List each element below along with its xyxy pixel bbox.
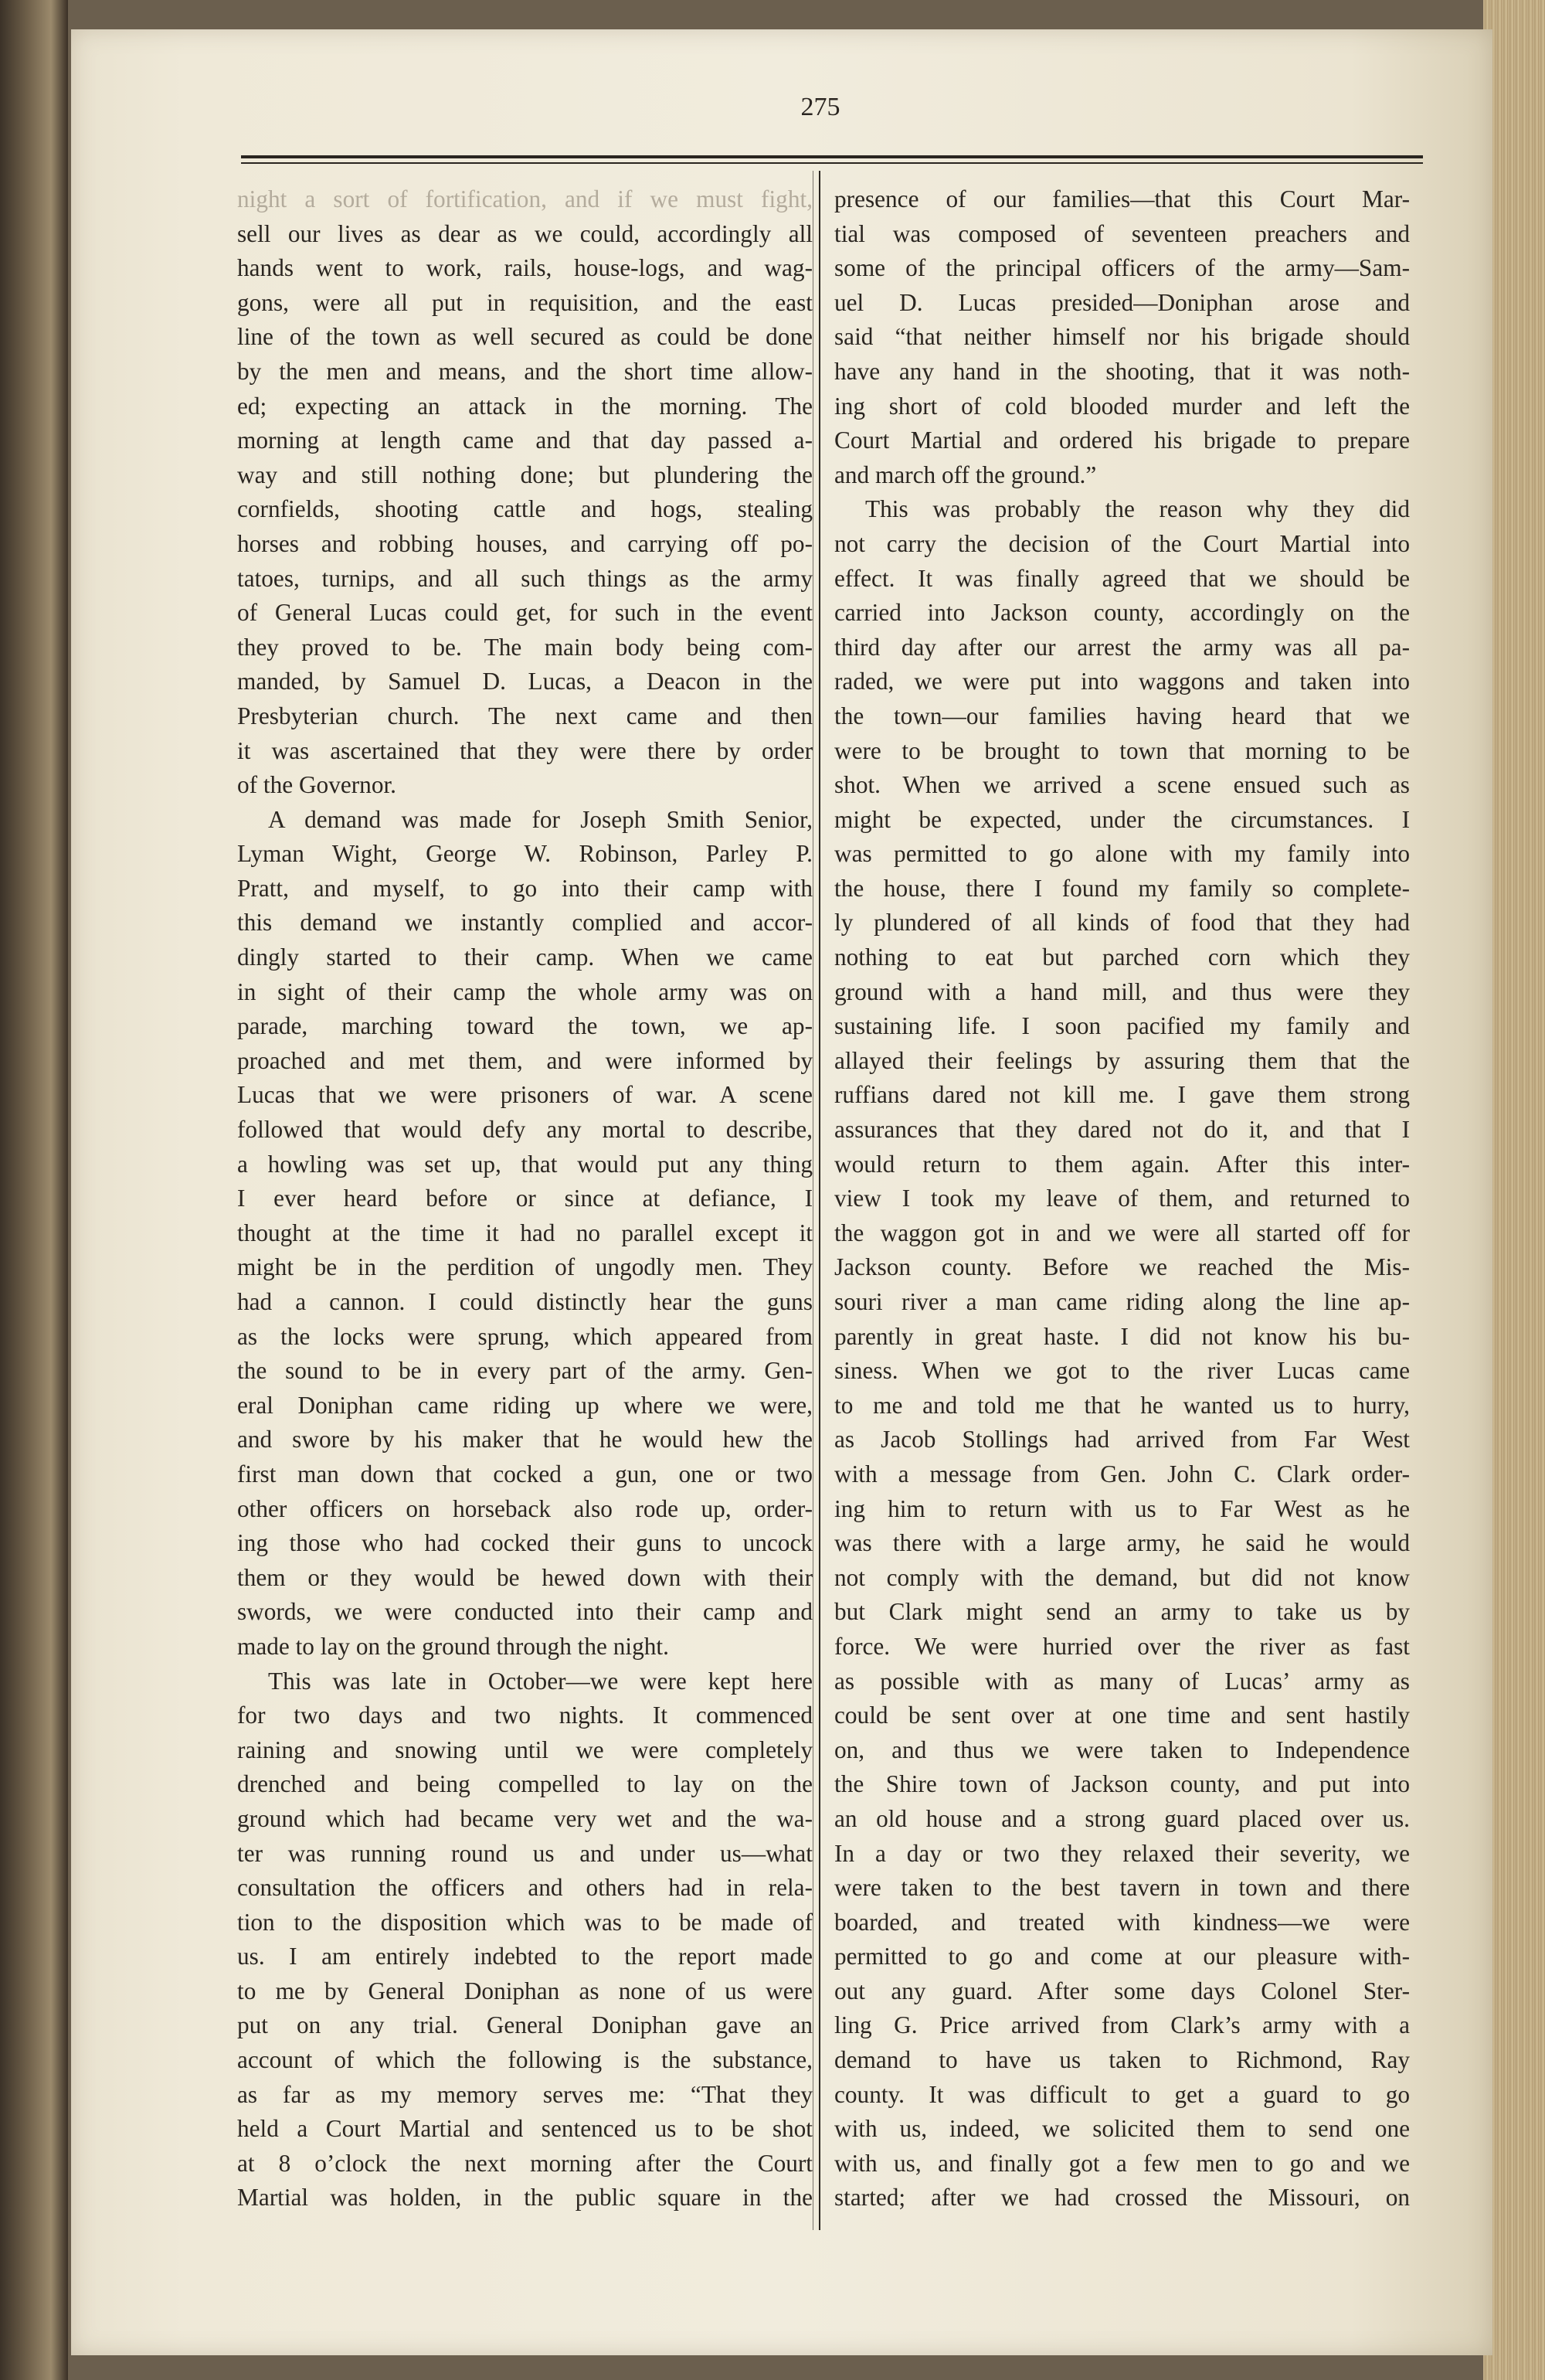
text-line: started; after we had crossed the Missouri, on [834, 2184, 1410, 2212]
text-line: ter was running round us and under us—what [237, 1839, 813, 1867]
text-line: Pratt, and myself, to go into their camp with [237, 874, 813, 902]
text-line: the waggon got in and we were all started off for [834, 1219, 1410, 1246]
text-line: were taken to the best tavern in town and there [834, 1874, 1410, 1902]
text-line: gons, were all put in requisition, and the east [237, 288, 813, 316]
text-line: Presbyterian church. The next came and then [237, 702, 813, 729]
text-line: Martial was holden, in the public square in the [237, 2184, 813, 2212]
text-line: out any guard. After some days Colonel Ster- [834, 1977, 1410, 2004]
text-line: first man down that cocked a gun, one or two [237, 1460, 813, 1488]
text-line: as Jacob Stollings had arrived from Far West [834, 1426, 1410, 1454]
text-line: might be in the perdition of ungodly men. They [237, 1253, 813, 1281]
text-line: as possible with as many of Lucas’ army as [834, 1667, 1410, 1695]
text-line: boarded, and treated with kindness—we were [834, 1908, 1410, 1936]
text-line: the town—our families having heard that we [834, 702, 1410, 729]
text-line: other officers on horseback also rode up, order- [237, 1494, 813, 1522]
text-line: in sight of their camp the whole army was on [237, 978, 813, 1005]
text-line: Jackson county. Before we reached the Mis- [834, 1253, 1410, 1281]
text-line: for two days and two nights. It commenced [237, 1702, 813, 1729]
text-line: the sound to be in every part of the army. Gen- [237, 1357, 813, 1385]
text-line: hands went to work, rails, house-logs, and wag- [237, 254, 813, 282]
text-line: assurances that they dared not do it, and that I [834, 1116, 1410, 1144]
text-line: to me by General Doniphan as none of us were [237, 1977, 813, 2004]
text-line: tatoes, turnips, and all such things as the army [237, 564, 813, 592]
page-stack-edge [1483, 0, 1545, 2380]
text-line: eral Doniphan came riding up where we were, [237, 1391, 813, 1419]
text-line: them or they would be hewed down with their [237, 1563, 813, 1591]
text-line: ing short of cold blooded murder and left the [834, 392, 1410, 420]
text-line: This was probably the reason why they did [865, 495, 1410, 523]
text-line: ground which had became very wet and the wa- [237, 1804, 813, 1832]
text-line: ing him to return with us to Far West as he [834, 1494, 1410, 1522]
text-line: this demand we instantly complied and accor- [237, 909, 813, 937]
text-line: cornfields, shooting cattle and hogs, stealing [237, 495, 813, 523]
text-line: A demand was made for Joseph Smith Senior, [268, 805, 813, 833]
text-line: with us, indeed, we solicited them to send one [834, 2115, 1410, 2143]
text-line: might be expected, under the circumstances. I [834, 805, 1410, 833]
text-line: carried into Jackson county, accordingly on the [834, 599, 1410, 627]
text-line: presence of our families—that this Court Mar- [834, 185, 1410, 212]
text-line: thought at the time it had no parallel except it [237, 1219, 813, 1246]
text-line: ling G. Price arrived from Clark’s army with a [834, 2011, 1410, 2039]
text-line: allayed their feelings by assuring them that the [834, 1046, 1410, 1074]
left-page-spine [0, 0, 68, 2380]
text-line: Lyman Wight, George W. Robinson, Parley P. [237, 840, 813, 868]
text-line: with a message from Gen. John C. Clark order- [834, 1460, 1410, 1488]
text-line: would return to them again. After this inter- [834, 1150, 1410, 1178]
text-line: night a sort of fortification, and if we must fight, [237, 185, 813, 212]
text-line: of the Governor. [237, 771, 396, 799]
text-line: dingly started to their camp. When we came [237, 944, 813, 971]
text-line: followed that would defy any mortal to describe, [237, 1116, 813, 1144]
text-line: horses and robbing houses, and carrying off po- [237, 529, 813, 557]
text-line: and swore by his maker that he would hew the [237, 1426, 813, 1454]
text-line: on, and thus we were taken to Independence [834, 1736, 1410, 1763]
text-line: made to lay on the ground through the night. [237, 1632, 669, 1660]
text-line: with us, and finally got a few men to go and we [834, 2149, 1410, 2177]
text-line: us. I am entirely indebted to the report made [237, 1943, 813, 1970]
page-number: 275 [800, 93, 840, 121]
text-line: This was late in October—we were kept here [268, 1667, 813, 1695]
header-rule [241, 155, 1423, 158]
text-line: not comply with the demand, but did not know [834, 1563, 1410, 1591]
text-line: a howling was set up, that would put any thing [237, 1150, 813, 1178]
text-line: tion to the disposition which was to be made of [237, 1908, 813, 1936]
text-line: In a day or two they relaxed their severity, we [834, 1839, 1410, 1867]
text-line: consultation the officers and others had in rela- [237, 1874, 813, 1902]
header-rule-thin [241, 162, 1423, 164]
text-line: raded, we were put into waggons and taken into [834, 668, 1410, 695]
text-line: way and still nothing done; but plundering the [237, 461, 813, 488]
text-line: Court Martial and ordered his brigade to prepare [834, 427, 1410, 454]
text-line: put on any trial. General Doniphan gave an [237, 2011, 813, 2039]
text-line: could be sent over at one time and sent hastily [834, 1702, 1410, 1729]
text-line: ing those who had cocked their guns to uncock [237, 1529, 813, 1557]
text-line: it was ascertained that they were there by order [237, 736, 813, 764]
text-line: nothing to eat but parched corn which they [834, 944, 1410, 971]
text-line: had a cannon. I could distinctly hear the guns [237, 1288, 813, 1315]
text-line: swords, we were conducted into their camp and [237, 1598, 813, 1626]
text-line: Lucas that we were prisoners of war. A scene [237, 1081, 813, 1109]
text-line: siness. When we got to the river Lucas came [834, 1357, 1410, 1385]
text-line: not carry the decision of the Court Martial into [834, 529, 1410, 557]
text-line: souri river a man came riding along the line ap- [834, 1288, 1410, 1315]
left-column [237, 182, 813, 2215]
text-line: demand to have us taken to Richmond, Ray [834, 2046, 1410, 2074]
text-line: manded, by Samuel D. Lucas, a Deacon in the [237, 668, 813, 695]
text-line: they proved to be. The main body being com- [237, 633, 813, 661]
text-line: proached and met them, and were informed by [237, 1046, 813, 1074]
text-line: said “that neither himself nor his brigade should [834, 323, 1410, 351]
text-line: as far as my memory serves me: “That they [237, 2080, 813, 2108]
text-line: uel D. Lucas presided—Doniphan arose and [834, 288, 1410, 316]
text-line: raining and snowing until we were completely [237, 1736, 813, 1763]
text-line: and march off the ground.” [834, 461, 1097, 488]
text-line: sell our lives as dear as we could, accordingly all [237, 219, 813, 247]
text-line: I ever heard before or since at defiance, I [237, 1185, 813, 1212]
text-line: as the locks were sprung, which appeared from [237, 1322, 813, 1350]
text-line: tial was composed of seventeen preachers and [834, 219, 1410, 247]
book-page [71, 29, 1492, 2355]
text-line: effect. It was finally agreed that we should be [834, 564, 1410, 592]
text-line: morning at length came and that day passed a- [237, 427, 813, 454]
text-line: ground with a hand mill, and thus were they [834, 978, 1410, 1005]
text-line: by the men and means, and the short time allow- [237, 357, 813, 385]
text-line: was there with a large army, he said he would [834, 1529, 1410, 1557]
text-line: line of the town as well secured as could be done [237, 323, 813, 351]
text-line: of General Lucas could get, for such in the event [237, 599, 813, 627]
text-line: sustaining life. I soon pacified my family and [834, 1012, 1410, 1040]
text-line: account of which the following is the substance, [237, 2046, 813, 2074]
text-line: were to be brought to town that morning to be [834, 736, 1410, 764]
text-line: third day after our arrest the army was all pa- [834, 633, 1410, 661]
text-line: have any hand in the shooting, that it was noth- [834, 357, 1410, 385]
text-line: ruffians dared not kill me. I gave them strong [834, 1081, 1410, 1109]
text-line: permitted to go and come at our pleasure with- [834, 1943, 1410, 1970]
text-line: the house, there I found my family so complete- [834, 874, 1410, 902]
text-line: was permitted to go alone with my family into [834, 840, 1410, 868]
text-line: the Shire town of Jackson county, and put into [834, 1770, 1410, 1798]
text-line: an old house and a strong guard placed over us. [834, 1804, 1410, 1832]
text-line: to me and told me that he wanted us to hurry, [834, 1391, 1410, 1419]
column-divider [819, 171, 820, 2230]
text-line: county. It was difficult to get a guard to go [834, 2080, 1410, 2108]
text-line: held a Court Martial and sentenced us to be shot [237, 2115, 813, 2143]
text-line: force. We were hurried over the river as fast [834, 1632, 1410, 1660]
text-line: view I took my leave of them, and returned to [834, 1185, 1410, 1212]
right-column [834, 182, 1410, 2215]
text-line: but Clark might send an army to take us by [834, 1598, 1410, 1626]
text-line: drenched and being compelled to lay on the [237, 1770, 813, 1798]
text-line: some of the principal officers of the army—Sam- [834, 254, 1410, 282]
text-line: ed; expecting an attack in the morning. The [237, 392, 813, 420]
text-line: ly plundered of all kinds of food that they had [834, 909, 1410, 937]
text-line: parently in great haste. I did not know his bu- [834, 1322, 1410, 1350]
text-line: shot. When we arrived a scene ensued such as [834, 771, 1410, 799]
text-line: at 8 o’clock the next morning after the Court [237, 2149, 813, 2177]
text-line: parade, marching toward the town, we ap- [237, 1012, 813, 1040]
